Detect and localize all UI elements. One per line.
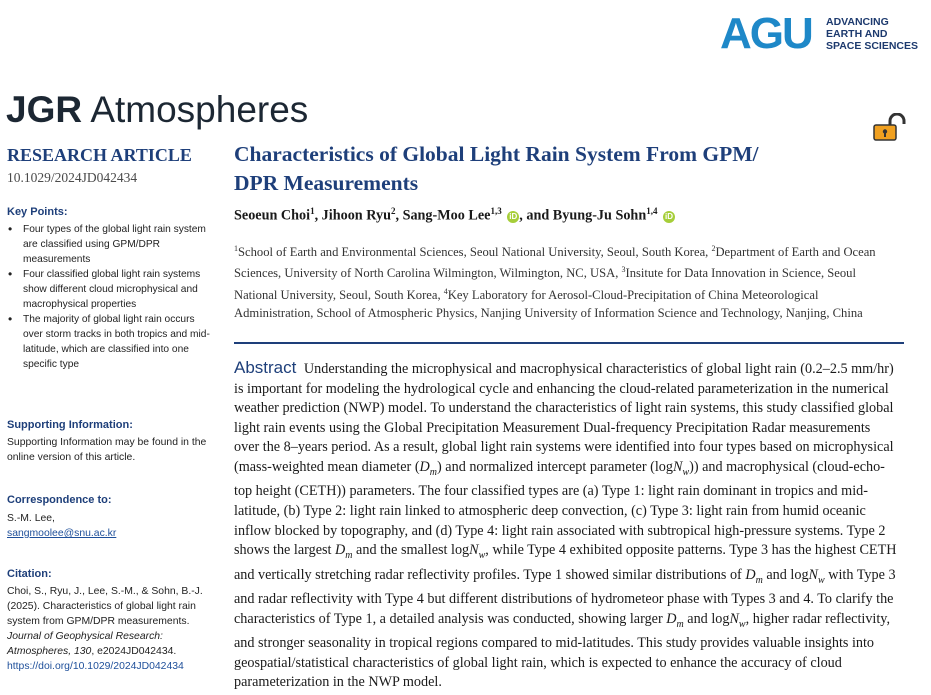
abstract-text: and log (762, 566, 809, 583)
affiliation-sup: 2 (711, 244, 716, 253)
correspondence-name: S.-M. Lee, (7, 513, 55, 524)
key-point-item: • Four types of the global light rain system are classified using GPM/DPR measurements (7, 222, 212, 267)
abstract-text: ) and normalized intercept parameter (log (437, 458, 673, 475)
supporting-info-text: Supporting Information may be found in the online version of this article. (7, 437, 207, 463)
abstract (234, 358, 899, 693)
abstract-divider (234, 342, 904, 344)
key-points-list (7, 222, 212, 372)
agu-tagline-line: ADVANCING (826, 16, 889, 28)
math-sub: w (682, 466, 690, 478)
author-affiliation-sup: 1 (310, 206, 315, 216)
citation-journal: Journal of Geophysical Research: Atmospheres (7, 631, 163, 657)
journal-name-bold: JGR (6, 89, 83, 130)
article-title (234, 140, 874, 198)
agu-tagline (826, 16, 918, 52)
key-points-heading: Key Points: (7, 206, 68, 218)
math-var: D (419, 458, 430, 475)
math-var: N (672, 458, 683, 475)
abstract-text: )) and macrophysical (cloud-echo-top height (CETH)) parameters. The four classified types are (a) Type 1: light rain dominant in tropics and mid-latitude, (b) Type 2: light rain linked to atmospheric deep convection, (c) Type 3: light rain from humid oceanic inflow blocked by topography, and (d) Type 4: light rain associated with subtropical high-pressure systems. Type 2 shows the largest (234, 458, 886, 559)
abstract-text: and the smallest log (352, 542, 470, 559)
supporting-info-heading: Supporting Information: (7, 419, 133, 431)
agu-logo[interactable]: AGU (720, 9, 812, 58)
citation-doi-link[interactable]: https://doi.org/10.1029/2024JD042434 (7, 661, 184, 672)
author-name[interactable]: Sang-Moo Lee (402, 207, 491, 224)
math-var: N (469, 542, 479, 559)
author-affiliation-sup: 1,4 (646, 206, 658, 216)
author-affiliation-sup: 1,3 (490, 206, 502, 216)
affiliation-text: Department of Earth and Ocean Sciences, University of North Carolina Wilmington, Wilmington, NC, USA, (234, 245, 876, 281)
math-var: D (745, 566, 756, 583)
agu-tagline-line: EARTH AND (826, 28, 888, 40)
article-title-line: DPR Measurements (234, 171, 419, 195)
citation-volume: 130 (74, 646, 92, 657)
abstract-text: with Type 3 and radar reflectivity with Type 4 but different distributions of hydrometeor phase with Types 3 and 4. To clarify the characteristics of Type 1, a detailed analysis was conducted, showing larger (234, 566, 896, 627)
correspondence-heading: Correspondence to: (7, 494, 112, 506)
open-access-lock-icon (872, 113, 906, 141)
citation-heading: Citation: (7, 568, 52, 580)
key-point-item: • Four classified global light rain systems show different cloud microphysical and macrophysical properties (7, 267, 212, 312)
math-var: N (808, 566, 819, 583)
affiliation-sup: 4 (443, 286, 448, 296)
citation-article-number: , e2024JD042434. (91, 646, 177, 657)
author-name[interactable]: Seoeun Choi (234, 207, 311, 224)
math-sub: w (818, 574, 825, 586)
article-title-line: Characteristics of Global Light Rain System From GPM/ (234, 142, 759, 166)
author-name[interactable]: Byung-Ju Sohn (552, 207, 647, 224)
affiliation-text: Insitute for Data Innovation in Science, Seoul National University, Seoul, South Korea, (234, 266, 856, 303)
author-list (234, 206, 675, 225)
journal-name[interactable] (6, 88, 308, 132)
article-doi: 10.1029/2024JD042434 (7, 170, 138, 185)
math-var: N (729, 610, 739, 627)
article-type: RESEARCH ARTICLE (7, 145, 192, 165)
affiliation-sup: 3 (621, 265, 626, 275)
affiliations (234, 240, 899, 323)
agu-tagline-line: SPACE SCIENCES (826, 40, 918, 52)
affiliation-text: Key Laboratory for Aerosol-Cloud-Precipitation of China Meteorological Administration, School of Atmospheric Physics, Nanjing University of Information Science and Technology, Nanjing, China (234, 288, 863, 321)
orcid-icon[interactable]: iD (665, 211, 674, 221)
math-sub: w (738, 618, 746, 630)
citation-text: Choi, S., Ryu, J., Lee, S.-M., & Sohn, B.-J. (2025). Characteristics of global light rain system from GPM/DPR measurements. Journal of Geophysical Research: Atmospheres, 130, e2024JD042434. https://doi.org/10.1029/2024JD042434 (7, 586, 203, 672)
math-sub: m (429, 466, 438, 478)
author-separator: , (314, 207, 322, 224)
orcid-icon[interactable]: iD (509, 211, 518, 221)
abstract-text: , higher radar reflectivity, and stronger seasonality in tropical regions compared to mid-latitudes. This study provides valuable insights into geospatial/statistical characteristics of global light rain, which is expected to enhance the accuracy of cloud parameterization in the NWP model. (234, 610, 891, 691)
math-sub: m (755, 574, 763, 586)
correspondence-email-link[interactable]: sangmoolee@snu.ac.kr (7, 528, 117, 539)
key-point-item: • The majority of global light rain occurs over storm tracks in both tropics and mid-latitude, which are classified into one specific type (7, 312, 212, 372)
journal-name-rest: Atmospheres (82, 89, 309, 130)
citation-authors-title: Choi, S., Ryu, J., Lee, S.-M., & Sohn, B.-J. (2025). Characteristics of global light rain system from GPM/DPR measurements. (7, 586, 203, 627)
math-sub: m (676, 618, 684, 630)
affiliation-text: School of Earth and Environmental Sciences, Seoul National University, Seoul, South Korea, (238, 245, 712, 260)
author-name[interactable]: Jihoon Ryu (321, 207, 391, 224)
math-var: D (335, 542, 346, 559)
author-separator: , and (519, 207, 553, 224)
abstract-text: and log (683, 610, 730, 627)
math-sub: w (478, 550, 486, 561)
abstract-label: Abstract (234, 358, 297, 377)
affiliation-sup: 1 (234, 244, 238, 253)
abstract-text: , while Type 4 exhibited opposite patterns. Type 3 has the highest CETH and vertically stretching radar reflectivity profiles. Type 1 showed similar distributions of (234, 542, 897, 583)
author-affiliation-sup: 2 (390, 206, 396, 216)
math-sub: m (345, 550, 353, 561)
author-separator: , (395, 207, 403, 224)
math-var: D (666, 610, 677, 627)
abstract-text: Understanding the microphysical and macrophysical characteristics of global light rain (0.2–2.5 mm/hr) is important for modeling the hydrological cycle and enhancing the cloud-related parameterization in the numerical weather prediction (NWP) model. To understand the characteristics of light rain systems, this study classified global light rain events using the Global Precipitation Measurement Dual-frequency Precipitation Radar measurements over the 8–years period. As a result, global light rain systems were identified into four types based on microphysical (mass-weighted mean diameter ( (234, 361, 894, 475)
